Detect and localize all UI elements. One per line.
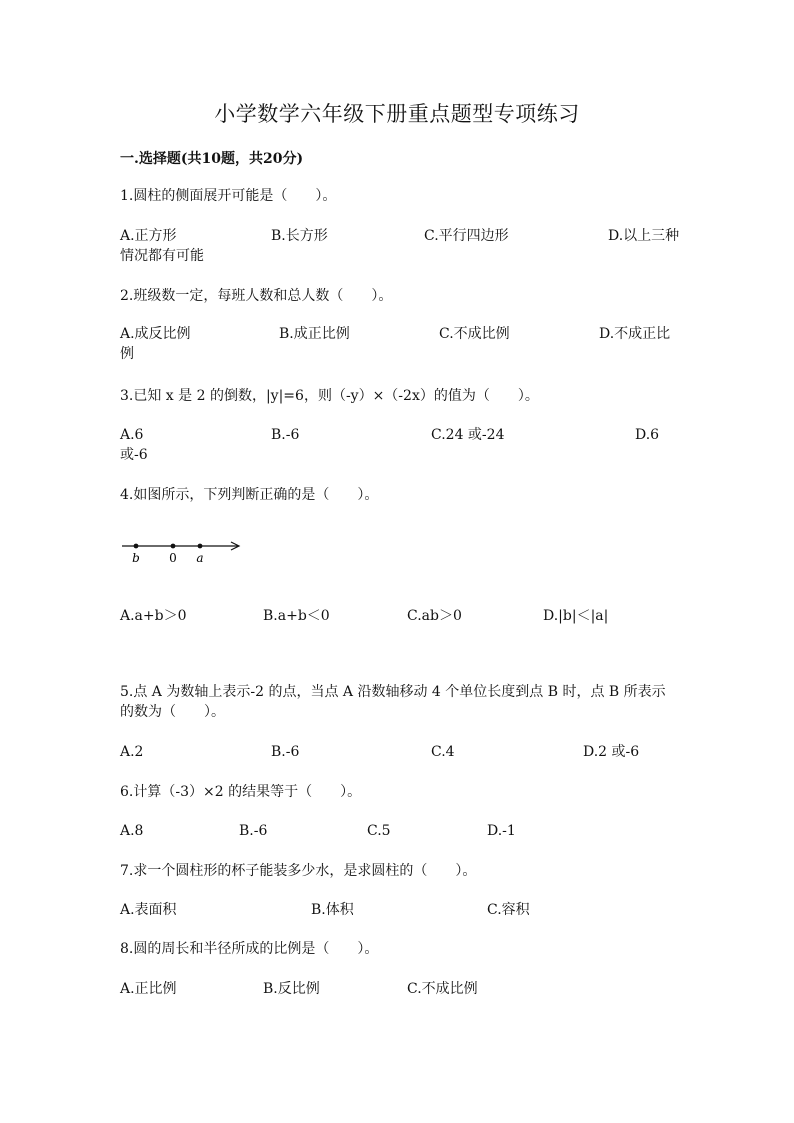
question-3-option-a[interactable]: A.6 bbox=[120, 427, 144, 443]
question-4-option-d[interactable]: D.|b|＜|a| bbox=[543, 608, 609, 624]
question-5-option-b[interactable]: B.-6 bbox=[271, 744, 300, 760]
question-3-option-d[interactable]: D.6 或-6 bbox=[120, 427, 660, 463]
question-5-option-c[interactable]: C.4 bbox=[431, 744, 455, 760]
question-8-stem: 8.圆的周长和半径所成的比例是（ ）。 bbox=[120, 941, 379, 957]
question-3-option-b[interactable]: B.-6 bbox=[271, 427, 300, 443]
question-7-stem: 7.求一个圆柱形的杯子能装多少水，是求圆柱的（ ）。 bbox=[120, 863, 477, 879]
question-6-option-b[interactable]: B.-6 bbox=[239, 823, 268, 839]
question-7-option-b[interactable]: B.体积 bbox=[311, 902, 354, 918]
question-6-option-a[interactable]: A.8 bbox=[120, 823, 144, 839]
question-3-stem: 3.已知 x 是 2 的倒数，|y|=6，则（-y）×（-2x）的值为（ ）。 bbox=[120, 388, 539, 404]
question-2-option-b[interactable]: B.成正比例 bbox=[279, 326, 350, 342]
question-2-stem: 2.班级数一定，每班人数和总人数（ ）。 bbox=[120, 288, 393, 304]
number-line-figure bbox=[118, 536, 248, 568]
question-1-option-c[interactable]: C.平行四边形 bbox=[424, 228, 509, 244]
question-2-option-a[interactable]: A.成反比例 bbox=[120, 326, 191, 342]
question-3-options bbox=[120, 425, 680, 465]
question-1-option-d[interactable]: D.以上三种情况都有可能 bbox=[120, 228, 680, 264]
question-5-option-d[interactable]: D.2 或-6 bbox=[583, 744, 640, 760]
question-1-option-a[interactable]: A.正方形 bbox=[120, 228, 177, 244]
question-1-option-b[interactable]: B.长方形 bbox=[271, 228, 328, 244]
question-6-stem: 6.计算（-3）×2 的结果等于（ ）。 bbox=[120, 784, 362, 800]
question-4-option-c[interactable]: C.ab＞0 bbox=[407, 608, 462, 624]
question-7-option-a[interactable]: A.表面积 bbox=[120, 902, 177, 918]
section-heading: 一.选择题(共10题，共20分) bbox=[120, 151, 304, 167]
question-4-option-b[interactable]: B.a+b＜0 bbox=[263, 608, 330, 624]
number-line-point-b bbox=[134, 544, 139, 549]
question-8-option-c[interactable]: C.不成比例 bbox=[407, 981, 478, 997]
number-line-point-0 bbox=[171, 544, 176, 549]
question-8-option-b[interactable]: B.反比例 bbox=[263, 981, 320, 997]
question-4-stem: 4.如图所示，下列判断正确的是（ ）。 bbox=[120, 487, 379, 503]
number-line-label-b: b bbox=[132, 551, 140, 565]
question-1-options bbox=[120, 226, 680, 266]
question-2-options bbox=[120, 324, 680, 364]
question-1-stem: 1.圆柱的侧面展开可能是（ ）。 bbox=[120, 188, 337, 204]
number-line-label-a: a bbox=[196, 551, 204, 565]
question-6-option-c[interactable]: C.5 bbox=[367, 823, 391, 839]
question-3-option-c[interactable]: C.24 或-24 bbox=[431, 427, 505, 443]
number-line-point-a bbox=[198, 544, 203, 549]
page-title: 小学数学六年级下册重点题型专项练习 bbox=[214, 102, 580, 126]
question-8-option-a[interactable]: A.正比例 bbox=[120, 981, 177, 997]
question-6-option-d[interactable]: D.-1 bbox=[487, 823, 516, 839]
question-2-option-d[interactable]: D.不成正比例 bbox=[120, 326, 671, 362]
question-5-stem: 5.点 A 为数轴上表示-2 的点，当点 A 沿数轴移动 4 个单位长度到点 B 时，点 B 所表示的数为（ ）。 bbox=[120, 684, 666, 720]
question-5-option-a[interactable]: A.2 bbox=[120, 744, 144, 760]
question-2-option-c[interactable]: C.不成比例 bbox=[439, 326, 510, 342]
number-line-label-0: 0 bbox=[169, 551, 177, 565]
question-7-option-c[interactable]: C.容积 bbox=[487, 902, 530, 918]
question-4-option-a[interactable]: A.a+b＞0 bbox=[120, 608, 187, 624]
